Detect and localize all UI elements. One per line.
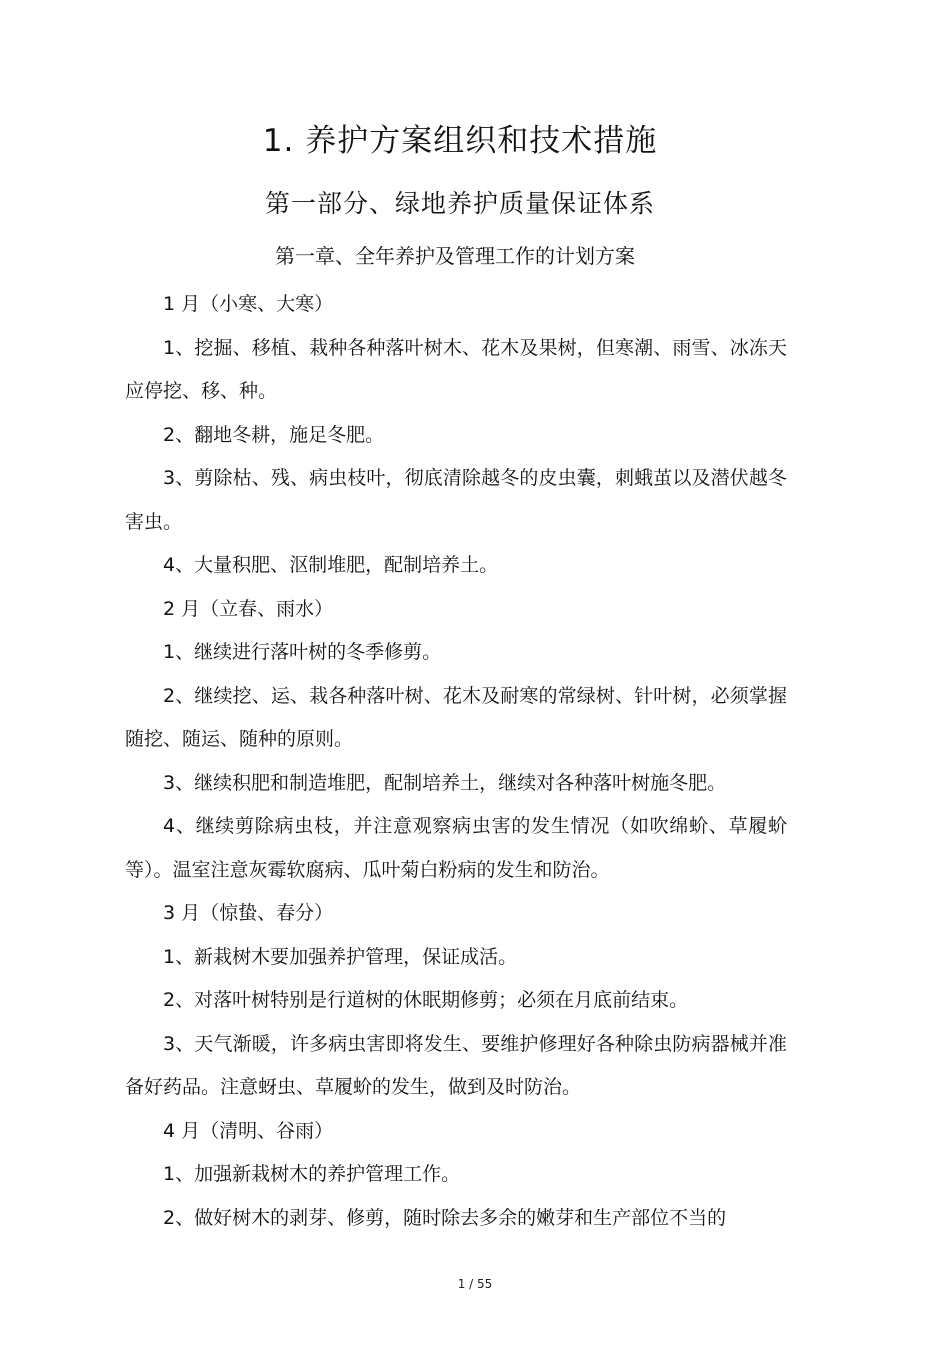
month-heading-march: 3 月（惊蛰、春分）	[163, 902, 334, 924]
paragraph: 3、天气渐暖，许多病虫害即将发生、要维护修理好各种除虫防病器械并准备好药品。注意蚜虫、草履蚧的发生，做到及时防治。	[125, 1032, 787, 1098]
document-body	[125, 283, 787, 1240]
page-number: 1 / 55	[457, 1277, 493, 1291]
part-heading: 第一部分、绿地养护质量保证体系	[264, 189, 655, 218]
month-heading-january: 1 月（小寒、大寒）	[163, 293, 334, 315]
document-title: 1. 养护方案组织和技术措施	[262, 123, 658, 159]
paragraph: 2、继续挖、运、栽各种落叶树、花木及耐寒的常绿树、针叶树，必须掌握随挖、随运、随种的原则。	[125, 684, 787, 750]
month-heading-february: 2 月（立春、雨水）	[163, 597, 334, 620]
paragraph: 1、新栽树木要加强养护管理，保证成活。	[163, 945, 518, 968]
paragraph: 3、继续积肥和制造堆肥，配制培养土，继续对各种落叶树施冬肥。	[163, 771, 727, 794]
paragraph: 3、剪除枯、残、病虫枝叶，彻底清除越冬的皮虫囊，刺蛾茧以及潜伏越冬害虫。	[125, 467, 787, 533]
paragraph: 4、大量积肥、沤制堆肥，配制培养土。	[163, 554, 499, 576]
paragraph: 2、翻地冬耕，施足冬肥。	[163, 423, 385, 446]
paragraph: 2、对落叶树特别是行道树的休眠期修剪；必须在月底前结束。	[163, 989, 689, 1011]
paragraph: 1、挖掘、移植、栽种各种落叶树木、花木及果树，但寒潮、雨雪、冰冻天应停挖、移、种。	[125, 336, 787, 402]
paragraph: 1、继续进行落叶树的冬季修剪。	[163, 641, 442, 663]
paragraph: 2、做好树木的剥芽、修剪，随时除去多余的嫩芽和生产部位不当的	[163, 1206, 727, 1229]
month-heading-april: 4 月（清明、谷雨）	[163, 1119, 334, 1142]
paragraph: 1、加强新栽树木的养护管理工作。	[163, 1163, 461, 1185]
chapter-heading: 第一章、全年养护及管理工作的计划方案	[275, 244, 635, 268]
paragraph: 4、继续剪除病虫枝，并注意观察病虫害的发生情况（如吹绵蚧、草履蚧等）。温室注意灰霉软腐病、瓜叶菊白粉病的发生和防治。	[125, 815, 787, 881]
